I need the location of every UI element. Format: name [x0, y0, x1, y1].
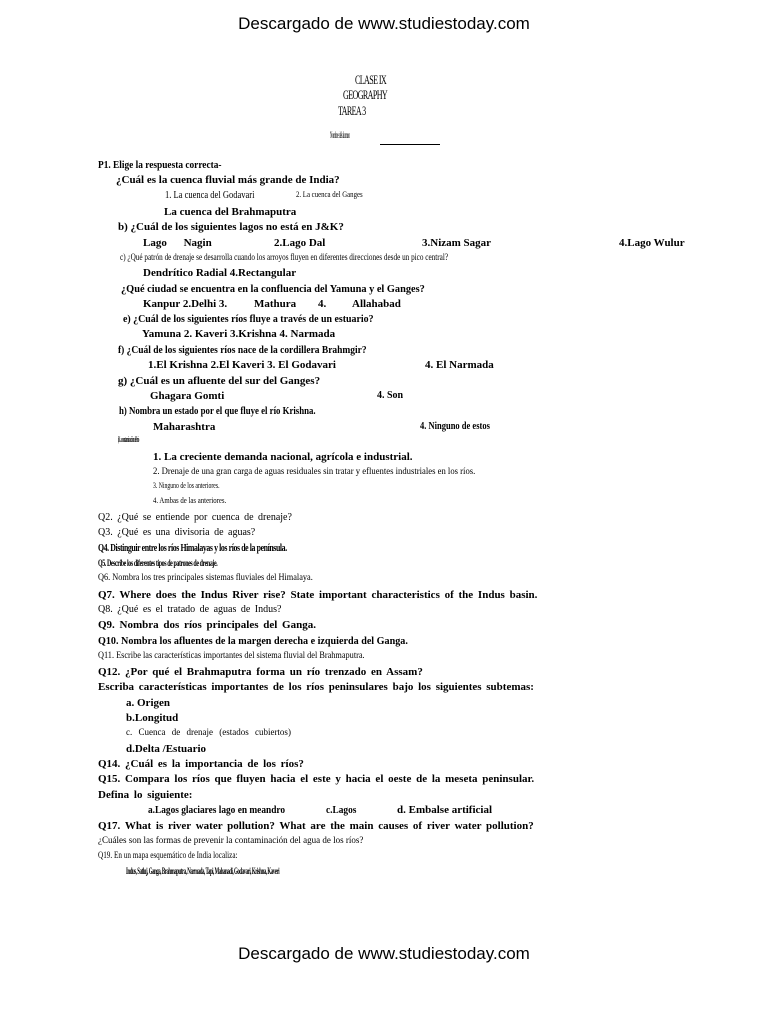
question-13-a: a. Origen — [126, 697, 170, 709]
p1-d-option-4: Allahabad — [352, 298, 401, 310]
question-15: Q15. Compara los ríos que fluyen hacia el este y hacia el oeste de la meseta peninsular. — [98, 773, 535, 785]
question-17: Q17. What is river water pollution? What are the main causes of river water pollution? — [98, 820, 534, 832]
question-16: Defina lo siguiente: — [98, 789, 193, 801]
p1-e-question: e) ¿Cuál de los siguientes ríos fluye a través de un estuario? — [123, 313, 374, 325]
p1-f-option-1: 1.El Krishna 2.El Kaveri 3. El Godavari — [148, 359, 336, 371]
question-13-c: c. Cuenca de drenaje (estados cubiertos) — [126, 727, 291, 737]
p1-f-option-2: 4. El Narmada — [425, 359, 494, 371]
p1-i-option-4: 4. Ambas de las anteriores. — [153, 496, 227, 505]
p1-h-question: h) Nombra un estado por el que fluye el río Krishna. — [119, 405, 316, 417]
p1-d-question: ¿Qué ciudad se encuentra en la confluencia del Yamuna y el Ganges? — [121, 283, 425, 295]
question-7: Q7. Where does the Indus River rise? State important characteristics of the Indus basin. — [98, 589, 538, 601]
p1-e-options: Yamuna 2. Kaveri 3.Krishna 4. Narmada — [142, 328, 336, 340]
p1-g-question: g) ¿Cuál es un afluente del sur del Ganges? — [118, 375, 321, 387]
question-13-d: d.Delta /Estuario — [126, 743, 207, 755]
p1-f-question: f) ¿Cuál de los siguientes ríos nace de la cordillera Brahmgir? — [118, 344, 367, 356]
question-19-list: Indus, Satluj, Ganga, Brahmaputra, Narmada, Tapi, Mahanadi, Godavari, Krishna, Kaveri — [126, 866, 280, 876]
title-task: TAREA 3 — [338, 103, 366, 118]
p1-a-option-1: 1. La cuenca del Godavari — [165, 190, 255, 201]
question-8: Q8. ¿Qué es el tratado de aguas de Indus? — [98, 604, 282, 615]
p1-heading: P1. Elige la respuesta correcta- — [98, 159, 222, 171]
p1-i-question: i) La contaminación del río — [118, 435, 139, 444]
name-label: Nombre del alumno — [330, 130, 350, 140]
p1-b-option-1: Lago Nagin — [143, 237, 212, 249]
p1-b-question: b) ¿Cuál de los siguientes lagos no está en J&K? — [118, 221, 344, 233]
question-19: Q19. En un mapa esquemático de India localiza: — [98, 850, 238, 860]
header-watermark: Descargado de www.studiestoday.com — [238, 14, 530, 33]
question-13: Escriba características importantes de los ríos peninsulares bajo los siguientes subtemas: — [98, 681, 534, 693]
question-18: ¿Cuáles son las formas de prevenir la contaminación del agua de los ríos? — [98, 835, 364, 845]
question-16-a: a.Lagos glaciares lago en meandro — [148, 804, 286, 816]
p1-d-option-2: Mathura — [254, 298, 297, 310]
title-class: CLASE IX — [355, 72, 387, 87]
p1-a-question: ¿Cuál es la cuenca fluvial más grande de India? — [116, 174, 340, 186]
p1-h-option-1: Maharashtra — [153, 421, 216, 433]
p1-g-option-1: Ghagara Gomti — [150, 390, 225, 402]
name-underline — [380, 144, 440, 145]
question-2: Q2. ¿Qué se entiende por cuenca de drenaje? — [98, 512, 292, 523]
question-16-c: c.Lagos — [326, 804, 357, 816]
question-6: Q6. Nombra los tres principales sistemas fluviales del Himalaya. — [98, 572, 313, 582]
p1-a-option-2: 2. La cuenca del Ganges — [296, 190, 363, 199]
question-16-d: d. Embalse artificial — [397, 804, 493, 816]
question-10: Q10. Nombra los afluentes de la margen derecha e izquierda del Ganga. — [98, 635, 408, 647]
question-14: Q14. ¿Cuál es la importancia de los ríos? — [98, 758, 304, 770]
p1-b-option-4: 4.Lago Wulur — [619, 237, 685, 249]
question-11: Q11. Escribe las características importantes del sistema fluvial del Brahmaputra. — [98, 650, 365, 660]
question-3: Q3. ¿Qué es una divisoria de aguas? — [98, 527, 256, 538]
question-4: Q4. Distinguir entre los ríos Himalayas y los ríos de la península. — [98, 543, 287, 554]
p1-i-option-2: 2. Drenaje de una gran carga de aguas residuales sin tratar y efluentes industriales en los ríos. — [153, 466, 476, 476]
question-13-b: b.Longitud — [126, 712, 179, 724]
p1-b-option-3: 3.Nizam Sagar — [422, 237, 492, 249]
p1-g-option-2: 4. Son — [377, 390, 404, 401]
p1-b-option-2: 2.Lago Dal — [274, 237, 326, 249]
footer-watermark: Descargado de www.studiestoday.com — [238, 944, 530, 963]
title-subject: GEOGRAPHY — [343, 87, 388, 102]
p1-i-option-1: 1. La creciente demanda nacional, agrícola e industrial. — [153, 451, 413, 463]
p1-i-option-3: 3. Ninguno de los anteriores. — [153, 481, 220, 490]
p1-h-option-2: 4. Ninguno de estos — [420, 421, 490, 432]
p1-d-option-1: Kanpur 2.Delhi 3. — [143, 298, 228, 310]
p1-c-options: Dendrítico Radial 4.Rectangular — [143, 267, 297, 279]
question-9: Q9. Nombra dos ríos principales del Ganga. — [98, 619, 316, 631]
question-5: Q5. Describe los diferentes tipos de patrones de drenaje. — [98, 558, 218, 568]
p1-d-option-3: 4. — [318, 298, 327, 310]
p1-c-question: c) ¿Qué patrón de drenaje se desarrolla cuando los arroyos fluyen en diferentes direcciones desde un pico central? — [120, 252, 449, 262]
question-12: Q12. ¿Por qué el Brahmaputra forma un río trenzado en Assam? — [98, 666, 423, 678]
p1-a-option-3: La cuenca del Brahmaputra — [164, 206, 297, 218]
